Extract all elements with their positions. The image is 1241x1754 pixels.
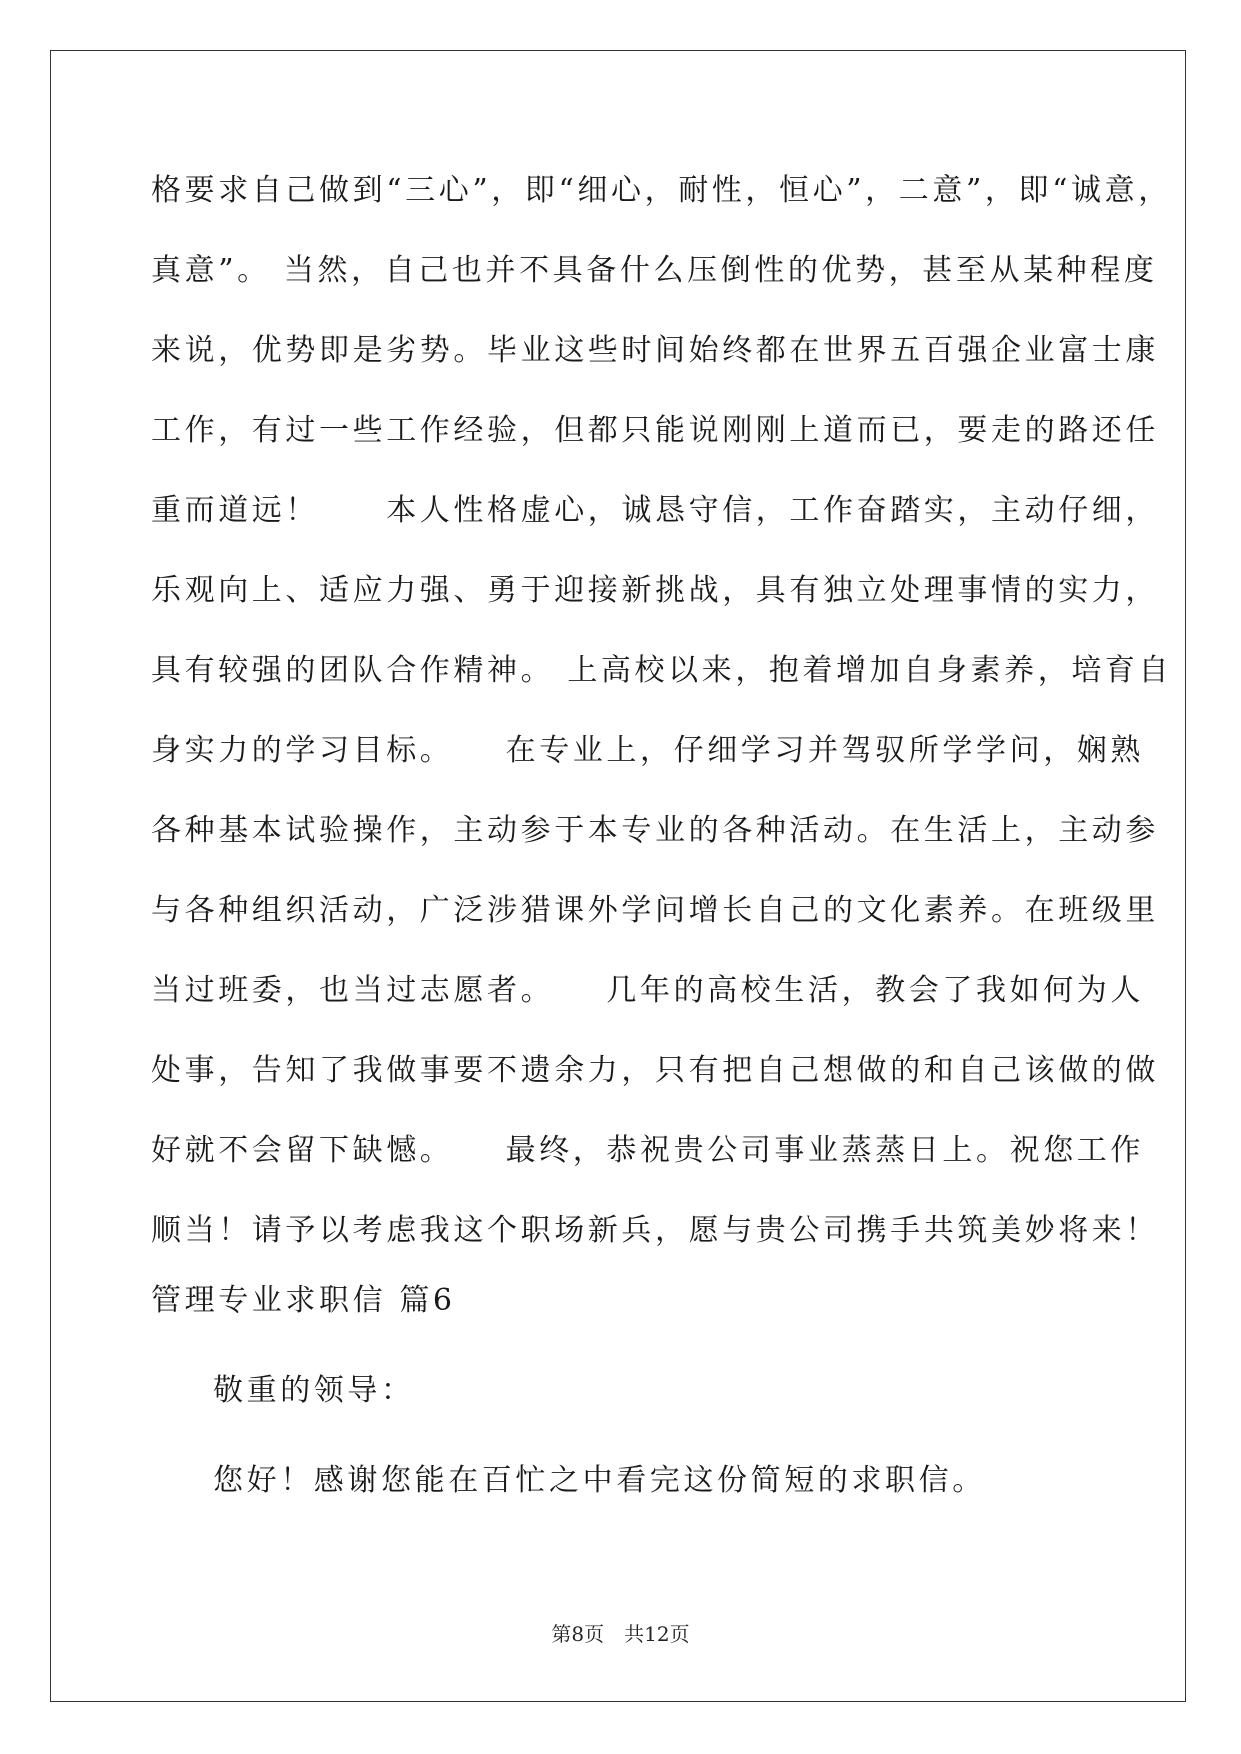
body-line-14: 顺当！请予以考虑我这个职场新兵，愿与贵公司携手共筑美妙将来！: [151, 1213, 1159, 1248]
body-line-5: 重而道远！ 本人性格虚心，诚恳守信，工作奋踏实，主动仔细，: [151, 493, 1159, 528]
body-line-2: 真意”。 当然，自己也并不具备什么压倒性的优势，甚至从某种程度: [151, 253, 1158, 288]
salutation: 敬重的领导：: [213, 1373, 415, 1408]
page-number-footer: 第8页 共12页: [551, 1622, 690, 1646]
body-line-6: 乐观向上、适应力强、勇于迎接新挑战，具有独立处理事情的实力，: [151, 573, 1159, 608]
body-line-8: 身实力的学习目标。 在专业上，仔细学习并驾驭所学学问，娴熟: [151, 733, 1144, 768]
body-line-4: 工作，有过一些工作经验，但都只能说刚刚上道而已，要走的路还任: [151, 413, 1159, 448]
body-line-13: 好就不会留下缺憾。 最终，恭祝贵公司事业蒸蒸日上。祝您工作: [151, 1133, 1144, 1168]
body-line-10: 与各种组织活动，广泛涉猎课外学问增长自己的文化素养。在班级里: [151, 893, 1159, 928]
body-line-11: 当过班委，也当过志愿者。 几年的高校生活，教会了我如何为人: [151, 973, 1144, 1008]
section-title: 管理专业求职信 篇6: [151, 1283, 456, 1318]
page-border: [50, 50, 1186, 1702]
body-line-9: 各种基本试验操作，主动参于本专业的各种活动。在生活上，主动参: [151, 813, 1159, 848]
body-line-1: 格要求自己做到“三心”，即“细心，耐性，恒心”，二意”，即“诚意，: [151, 173, 1172, 208]
body-line-7: 具有较强的团队合作精神。 上高校以来，抱着增加自身素养，培育自: [151, 653, 1173, 688]
body-line-3: 来说，优势即是劣势。毕业这些时间始终都在世界五百强企业富士康: [151, 333, 1159, 368]
greeting-line: 您好！感谢您能在百忙之中看完这份简短的求职信。: [213, 1463, 986, 1498]
body-line-12: 处事，告知了我做事要不遗余力，只有把自己想做的和自己该做的做: [151, 1053, 1159, 1088]
